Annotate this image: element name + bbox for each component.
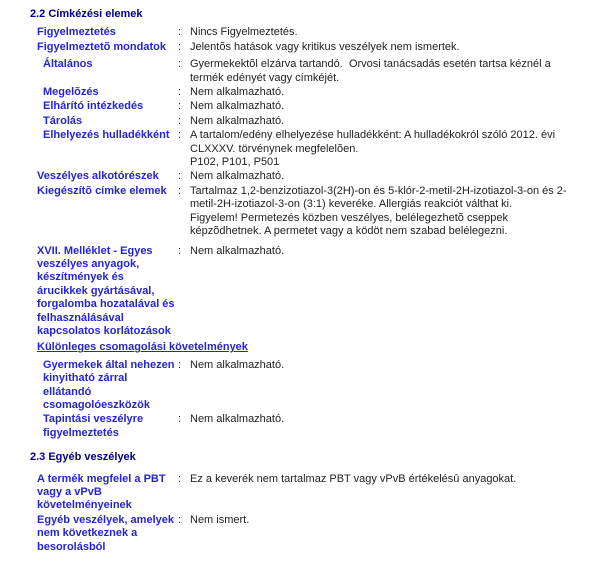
field-value-paragraph: P102, P101, P501	[190, 156, 280, 169]
field-value	[190, 41, 582, 54]
field-row-megelozes	[30, 86, 596, 99]
field-value-paragraph: Nincs Figyelmeztetés.	[190, 26, 298, 39]
field-label: Figyelmeztetés	[37, 26, 116, 39]
field-colon: :	[178, 100, 182, 113]
field-label: Elhárító intézkedés	[43, 100, 144, 113]
field-label: Egyéb veszélyek, amelyek nem következnek a besorolásból	[37, 513, 174, 553]
field-row-xvii-melleklet-korlatozasok	[30, 245, 596, 339]
field-value-paragraph: Nem alkalmazható.	[190, 100, 285, 113]
field-colon: :	[178, 129, 182, 142]
field-value-paragraph: A tartalom/edény elhelyezése hulladékként: A hulladékokról szóló 2012. évi CLXXXV. törvénynek megfelelõen.	[190, 129, 559, 155]
field-value-paragraph: Nem alkalmazható.	[190, 86, 285, 99]
field-value-paragraph: Jelentõs hatások vagy kritikus veszélyek nem ismertek.	[190, 40, 460, 53]
field-row-gyermekbiztos-csomagolas	[30, 359, 596, 413]
field-value-paragraph: Figyelem! Permetezés közben veszélyes, belélegezhetõ cseppek képzõdhetnek. A permetet vagy a ködöt nem szabad belélegezni.	[190, 211, 512, 238]
special-packaging-requirements-heading: Különleges csomagolási követelmények	[37, 341, 248, 354]
field-row-figyelmezteto-mondatok	[30, 41, 596, 54]
field-row-veszelyes-alkotoreszek	[30, 170, 596, 183]
field-colon: :	[178, 58, 182, 71]
field-value-paragraph: Tartalmaz 1,2-benzizotiazol-3(2H)-on és 5-klór-2-metil-2H-izotiazol-3-on és 2-metil-2H-izotiazol-3-on (3:1) keveréke. Allergiás reakciót válthat ki.	[190, 184, 567, 211]
field-row-pbt-vpvb-megfeleles	[30, 473, 596, 513]
field-row-tapintasi-veszelyre-figyelmeztetes	[30, 413, 596, 440]
field-value	[190, 413, 582, 426]
field-colon: :	[178, 114, 182, 127]
field-row-elhelyezes-hulladekkent	[30, 129, 596, 169]
field-label: Tárolás	[43, 114, 83, 127]
field-value	[190, 170, 582, 183]
field-value	[190, 58, 582, 85]
field-row-elharito-intezkedes	[30, 100, 596, 113]
field-row-kiegeszito-cimke-elemek	[30, 185, 596, 239]
field-value	[190, 86, 582, 99]
field-row-tarolas	[30, 115, 596, 128]
field-value	[190, 185, 582, 239]
field-value	[190, 473, 582, 486]
field-value-paragraph: Gyermekektõl elzárva tartandó. Orvosi tanácsadás esetén tartsa kéznél a termék edényét vagy címkéjét.	[190, 58, 554, 84]
field-colon: :	[178, 26, 182, 39]
field-value-paragraph: Nem alkalmazható.	[190, 358, 285, 371]
field-value	[190, 245, 582, 258]
field-colon: :	[178, 170, 182, 183]
field-value	[190, 100, 582, 113]
field-colon: :	[178, 513, 182, 526]
field-label: Kiegészítõ címke elemek	[37, 184, 167, 197]
field-row-figyelmeztetes	[30, 26, 596, 39]
field-label: Megelõzés	[43, 86, 99, 99]
field-value	[190, 514, 582, 527]
field-colon: :	[178, 358, 182, 371]
field-value-paragraph: Ez a keverék nem tartalmaz PBT vagy vPvB értékelésû anyagokat.	[190, 472, 517, 485]
field-value	[190, 26, 582, 39]
field-colon: :	[178, 244, 182, 257]
field-label: Gyermekek által nehezen kinyitható zárral ellátandó csomagolóeszközök	[43, 358, 175, 411]
field-value-paragraph: Nem alkalmazható.	[190, 244, 285, 257]
field-label: Általános	[43, 58, 93, 71]
field-row-altalanos	[30, 58, 596, 85]
field-value	[190, 359, 582, 372]
field-value	[190, 115, 582, 128]
field-value-paragraph: Nem alkalmazható.	[190, 114, 285, 127]
section-2-2-header: 2.2 Címkézési elemek	[30, 8, 143, 20]
field-row-egyeb-veszelyek-besorolas	[30, 514, 596, 554]
field-colon: :	[178, 86, 182, 99]
field-label: Veszélyes alkotórészek	[37, 170, 159, 183]
field-colon: :	[178, 184, 182, 197]
field-label: Figyelmeztetõ mondatok	[37, 40, 166, 53]
field-value-paragraph: Nem alkalmazható.	[190, 170, 285, 183]
field-label: A termék megfelel a PBT vagy a vPvB követelményeinek	[37, 472, 166, 512]
field-colon: :	[178, 472, 182, 485]
section-2-3-header: 2.3 Egyéb veszélyek	[30, 451, 136, 464]
field-label: XVII. Melléklet - Egyes veszélyes anyagok, készítmények és árucikkek gyártásával, forgalomba hozatalával és felhasználásával kapcsolatos korlátozások	[37, 244, 175, 337]
field-colon: :	[178, 413, 182, 426]
field-label: Elhelyezés hulladékként	[43, 129, 170, 142]
field-label: Tapintási veszélyre figyelmeztetés	[43, 413, 144, 439]
field-value-paragraph: Nem alkalmazható.	[190, 413, 285, 426]
field-value	[190, 129, 582, 169]
field-colon: :	[178, 40, 182, 53]
field-value-paragraph: Nem ismert.	[190, 513, 250, 526]
